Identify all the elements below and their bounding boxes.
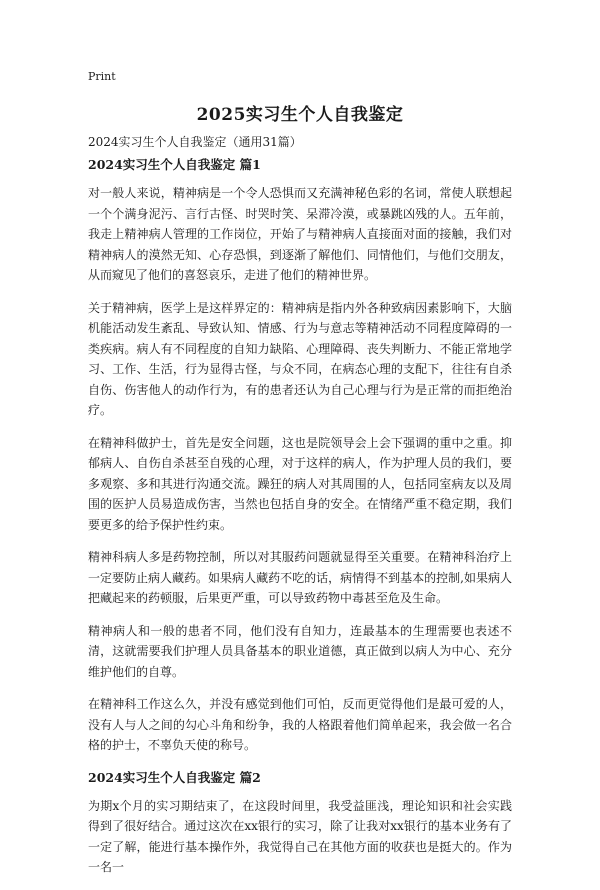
paragraph: 关于精神病，医学上是这样界定的：精神病是指内外各种致病因素影响下，大脑机能活动发生紊乱、导致认知、情感、行为与意志等精神活动不同程度障碍的一类疾病。病人有不同程度的自知力缺陷、心理障碍、丧失判断力、不能正常地学习、工作、生活，行为显得古怪，与众不同，在病态心理的支配下，往往有自杀自伤、伤害他人的动作行为，有的患者还认为自己心理与行为是正常的而拒绝治疗。: [88, 300, 512, 417]
section-heading: 2024实习生个人自我鉴定 篇2: [88, 769, 261, 785]
paragraph: 为期x个月的实习期结束了，在这段时间里，我受益匪浅，理论知识和社会实践得到了很好结合。通过这次在xx银行的实习，除了让我对xx银行的基本业务有了一定了解，能进行基本操作外，我觉得自己在其他方面的收获也是挺大的。作为一名一: [88, 798, 512, 874]
paragraph: 精神病人和一般的患者不同，他们没有自知力，连最基本的生理需要也表述不清，这就需要我们护理人员具备基本的职业道德，真正做到以病人为中心、充分维护他们的自尊。: [88, 623, 512, 679]
paragraph: 对一般人来说，精神病是一个令人恐惧而又充满神秘色彩的名词，常使人联想起一个个满身泥污、言行古怪、时哭时笑、呆滞冷漠，或暴跳凶残的人。五年前，我走上精神病人管理的工作岗位，开始了与精神病人直接面对面的接触，我们对精神病人的漠然无知、心存恐惧，到逐渐了解他们、同情他们，与他们交朋友，从而窥见了他们的喜怒哀乐，走进了他们的精神世界。: [88, 186, 512, 282]
document-title: 2025实习生个人自我鉴定: [196, 105, 404, 125]
paragraph: 在精神科做护士，首先是安全问题，这也是院领导会上会下强调的重中之重。抑郁病人、自伤自杀甚至自残的心理，对于这样的病人，作为护理人员的我们，要多观察、多和其进行沟通交流。躁狂的病人对其周围的人，包括同室病友以及周围的医护人员易造成伤害，当然也包括自身的安全。在情绪严重不稳定期，我们要更多的给予保护性约束。: [88, 435, 512, 532]
print-label[interactable]: Print: [88, 70, 116, 83]
paragraph: 在精神科工作这么久，并没有感觉到他们可怕，反而更觉得他们是最可爱的人，没有人与人之间的勾心斗角和纷争，我的人格跟着他们简单起来，我会做一名合格的护士，不辜负天使的称号。: [88, 697, 512, 752]
section-heading: 2024实习生个人自我鉴定 篇1: [88, 157, 261, 172]
document-body: [88, 155, 512, 890]
paragraph: 精神科病人多是药物控制，所以对其服药问题就显得至关重要。在精神科治疗上一定要防止病人藏药。如果病人藏药不吃的话，病情得不到基本的控制,如果病人把藏起来的药顿服，后果更严重，可以导致药物中毒甚至危及生命。: [88, 550, 512, 605]
document-subtitle: 2024实习生个人自我鉴定（通用31篇）: [88, 135, 302, 149]
